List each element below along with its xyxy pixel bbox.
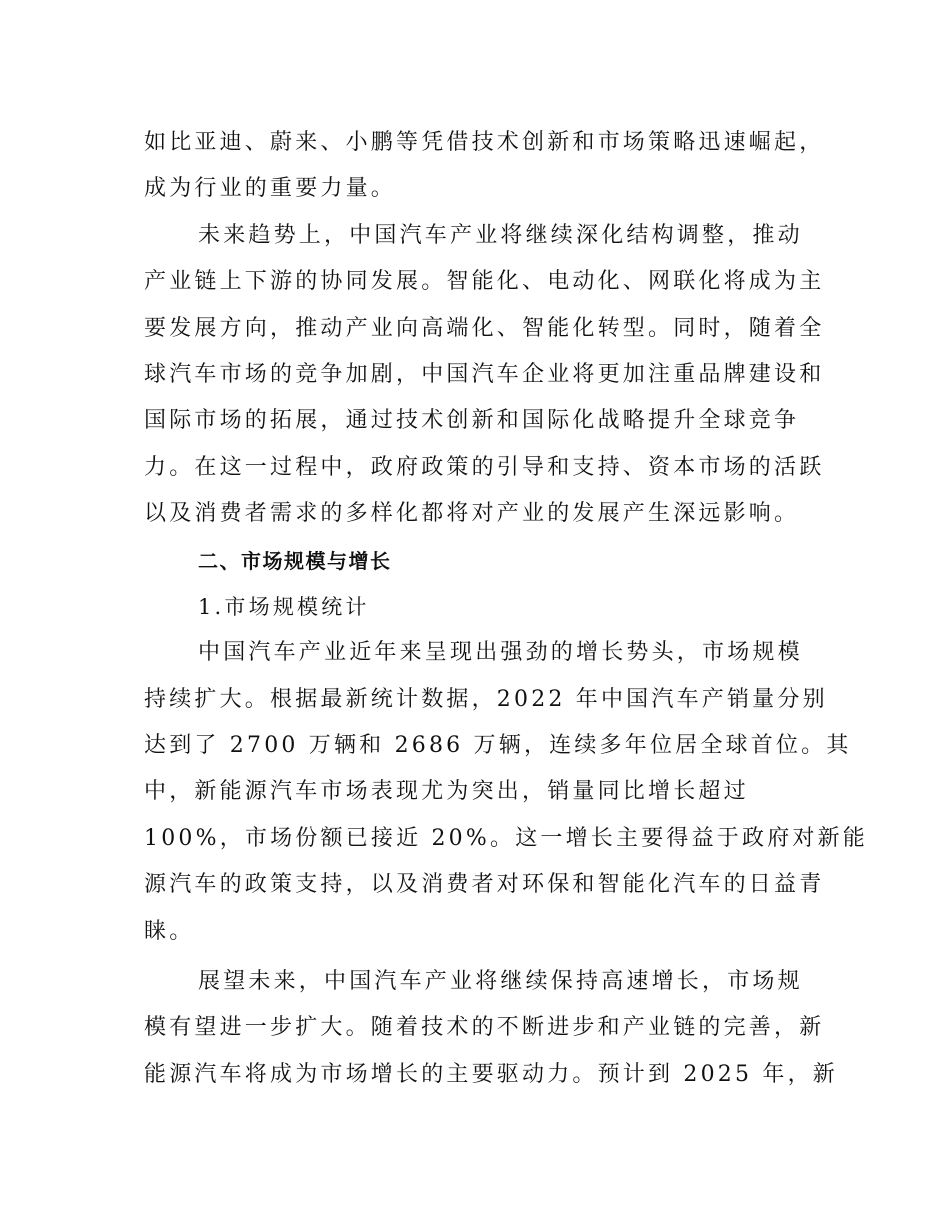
text-line: 展望未来，中国汽车产业将继续保持高速增长，市场规 [198,969,803,995]
subsection-heading: 1.市场规模统计 [198,594,370,619]
text-line: 中国汽车产业近年来呈现出强劲的增长势头，市场规模 [198,640,803,666]
paragraph-3 [144,630,868,955]
text-line: 模有望进一步扩大。随着技术的不断进步和产业链的完善，新 [144,1015,825,1041]
text-line: 要发展方向，推动产业向高端化、智能化转型。同时，随着全 [144,315,825,341]
text-line: 如比亚迪、蔚来、小鹏等凭借技术创新和市场策略迅速崛起， [144,130,825,155]
text-line: 以及消费者需求的多样化都将对产业的发展产生深远影响。 [144,501,800,527]
paragraph-2 [144,213,825,538]
paragraph-1 [144,120,825,213]
text-line: 球汽车市场的竞争加剧，中国汽车企业将更加注重品牌建设和 [144,361,825,387]
text-line: 未来趋势上，中国汽车产业将继续深化结构调整，推动 [198,222,803,248]
text-line: 成为行业的重要力量。 [144,176,397,202]
text-line: 力。在这一过程中，政府政策的引导和支持、资本市场的活跃 [144,454,825,480]
text-line: 100%，市场份额已接近 20%。这一增长主要得益于政府对新能 [144,825,868,851]
text-line: 持续扩大。根据最新统计数据，2022 年中国汽车产销量分别 [144,686,828,712]
document-page [144,120,868,1098]
text-line: 产业链上下游的协同发展。智能化、电动化、网联化将成为主 [144,269,825,295]
text-line: 睐。 [144,918,195,944]
text-line: 中，新能源汽车市场表现尤为突出，销量同比增长超过 [144,779,749,805]
text-line: 能源汽车将成为市场增长的主要驱动力。预计到 2025 年，新 [144,1061,838,1087]
section-heading: 二、市场规模与增长 [198,548,392,573]
text-line: 达到了 2700 万辆和 2686 万辆，连续多年位居全球首位。其 [144,733,852,759]
text-line: 国际市场的拓展，通过技术创新和国际化战略提升全球竞争 [144,408,800,434]
paragraph-4 [144,959,838,1098]
text-line: 源汽车的政策支持，以及消费者对环保和智能化汽车的日益青 [144,872,825,898]
